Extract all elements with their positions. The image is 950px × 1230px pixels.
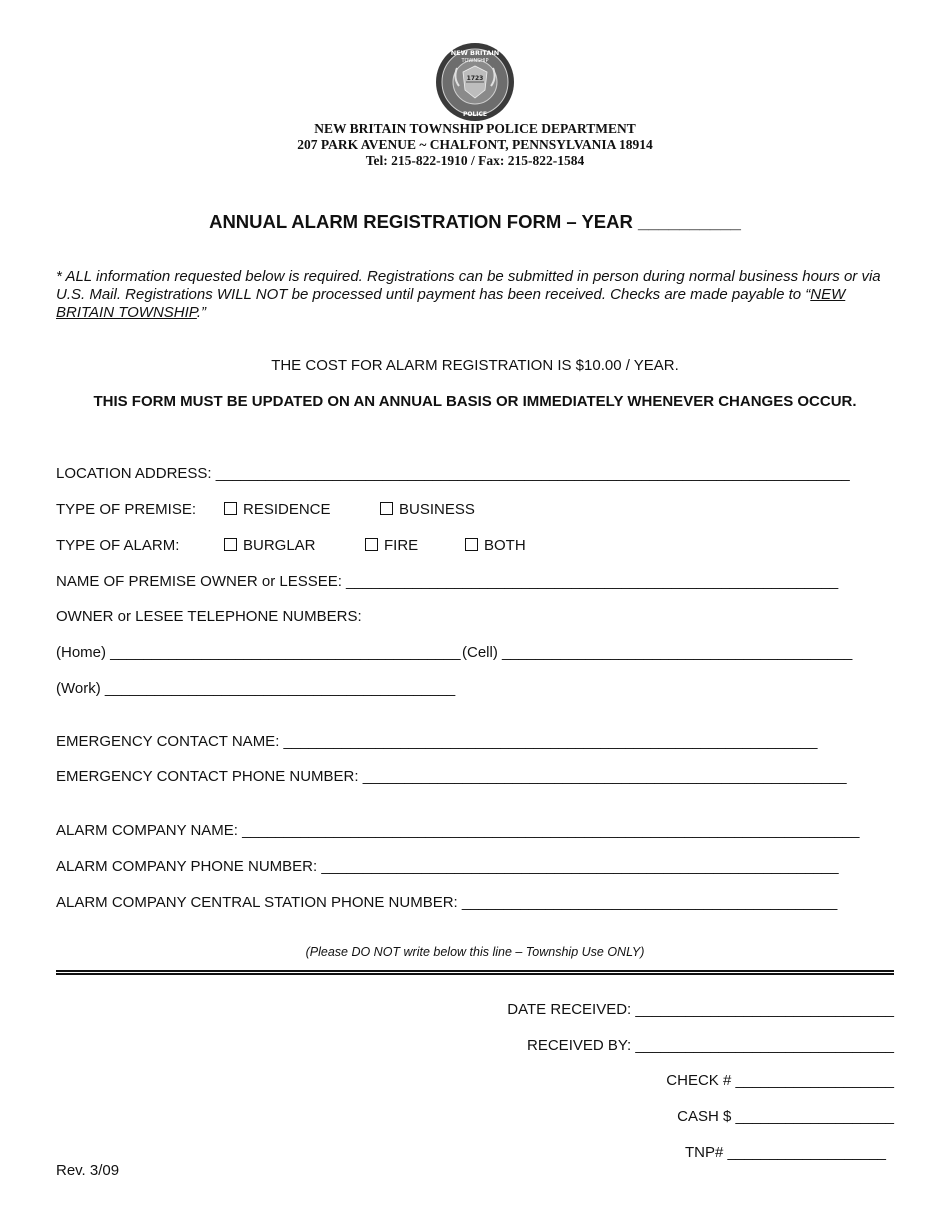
alarm-company-phone-field[interactable]: ALARM COMPANY PHONE NUMBER: ______________________________________________________________	[56, 858, 839, 875]
police-seal-logo	[435, 42, 515, 122]
both-option[interactable]	[465, 537, 526, 555]
both-label: BOTH	[484, 537, 526, 554]
svg-text:NEW BRITAIN: NEW BRITAIN	[450, 49, 500, 57]
location-address-field[interactable]: LOCATION ADDRESS: ____________________________________________________________________________	[56, 465, 850, 482]
cash-amount-field[interactable]: CASH $ ___________________	[677, 1108, 894, 1125]
svg-text:1723: 1723	[466, 75, 484, 82]
residence-checkbox[interactable]	[224, 502, 237, 515]
fire-label: FIRE	[384, 537, 419, 554]
emergency-contact-name-field[interactable]: EMERGENCY CONTACT NAME: ________________________________________________________________	[56, 733, 818, 750]
date-received-field[interactable]: DATE RECEIVED: _______________________________	[507, 1001, 894, 1018]
burglar-checkbox[interactable]	[224, 538, 237, 551]
svg-text:TOWNSHIP: TOWNSHIP	[461, 58, 489, 64]
both-checkbox[interactable]	[465, 538, 478, 551]
cell-phone-field[interactable]: (Cell) __________________________________________	[462, 644, 853, 661]
fire-checkbox[interactable]	[365, 538, 378, 551]
alarm-type-label: TYPE OF ALARM:	[56, 537, 180, 554]
update-notice: THIS FORM MUST BE UPDATED ON AN ANNUAL BASIS OR IMMEDIATELY WHENEVER CHANGES OCCUR.	[93, 393, 857, 410]
svg-text:POLICE: POLICE	[462, 111, 488, 118]
business-label: BUSINESS	[399, 501, 475, 518]
tnp-number-field[interactable]: TNP# ___________________	[684, 1144, 886, 1161]
form-title: ANNUAL ALARM REGISTRATION FORM – YEAR __________	[209, 211, 741, 232]
double-divider	[56, 970, 894, 975]
payee-name: NEW BRITAIN TOWNSHIP	[56, 286, 846, 321]
burglar-label: BURGLAR	[243, 537, 316, 554]
instructions-text: * ALL information requested below is required. Registrations can be submitted in person during normal business hours or via U.S. Mail. Registrations WILL NOT be processed until payment has been received. Checks are made payable to “	[56, 268, 881, 303]
central-station-phone-field[interactable]: ALARM COMPANY CENTRAL STATION PHONE NUMBER: _____________________________________________	[56, 894, 838, 911]
owner-phones-label: OWNER or LESEE TELEPHONE NUMBERS:	[56, 608, 362, 625]
emergency-contact-phone-field[interactable]: EMERGENCY CONTACT PHONE NUMBER: __________________________________________________________	[56, 768, 847, 785]
business-option[interactable]	[380, 501, 475, 519]
residence-option[interactable]	[224, 501, 331, 519]
department-name: NEW BRITAIN TOWNSHIP POLICE DEPARTMENT	[314, 121, 636, 136]
business-checkbox[interactable]	[380, 502, 393, 515]
residence-label: RESIDENCE	[243, 501, 331, 518]
work-phone-field[interactable]: (Work) __________________________________________	[56, 680, 456, 697]
department-phone: Tel: 215-822-1910 / Fax: 215-822-1584	[365, 153, 585, 168]
office-use-note: (Please DO NOT write below this line – Township Use ONLY)	[305, 945, 645, 959]
received-by-field[interactable]: RECEIVED BY: _______________________________	[527, 1037, 894, 1054]
cost-statement: THE COST FOR ALARM REGISTRATION IS $10.00 / YEAR.	[271, 357, 679, 374]
instructions-note	[56, 268, 901, 322]
premise-type-label: TYPE OF PREMISE:	[56, 501, 197, 518]
check-number-field[interactable]: CHECK # ___________________	[666, 1072, 894, 1089]
instructions-end: .”	[196, 304, 207, 321]
owner-name-field[interactable]: NAME OF PREMISE OWNER or LESSEE: ___________________________________________________________	[56, 573, 839, 590]
revision-label: Rev. 3/09	[56, 1162, 120, 1179]
home-phone-field[interactable]: (Home) __________________________________________	[56, 644, 461, 661]
department-address: 207 PARK AVENUE ~ CHALFONT, PENNSYLVANIA 18914	[297, 137, 653, 152]
alarm-company-name-field[interactable]: ALARM COMPANY NAME: __________________________________________________________________________	[56, 822, 860, 839]
burglar-option[interactable]	[224, 537, 316, 555]
fire-option[interactable]	[365, 537, 418, 555]
